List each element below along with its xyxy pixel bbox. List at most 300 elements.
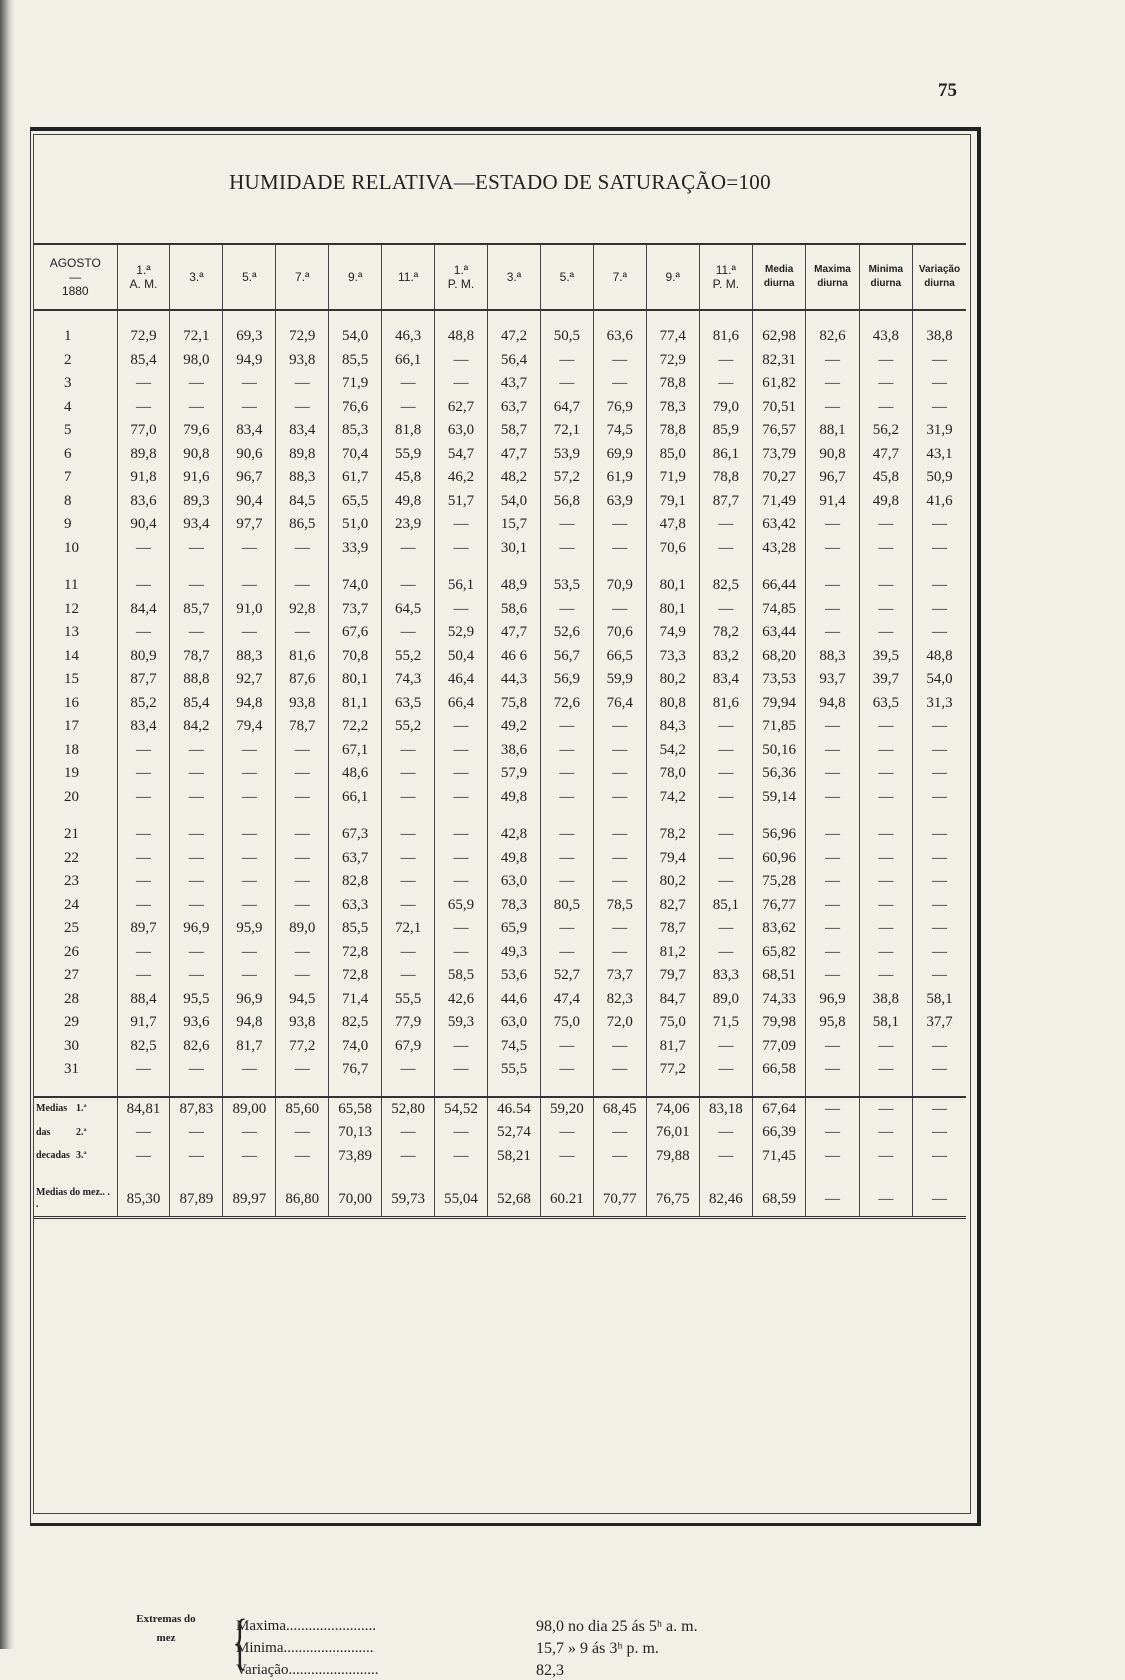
table-cell: 65,58 [329, 1097, 382, 1122]
table-cell: 81,6 [276, 645, 329, 669]
table-cell: 61,7 [329, 466, 382, 490]
table-cell: 47,7 [487, 621, 540, 645]
table-cell: 43,1 [912, 443, 966, 467]
table-cell: 78,3 [646, 396, 699, 420]
day-row [34, 598, 966, 622]
table-cell: — [223, 574, 276, 598]
table-cell: 85,4 [117, 349, 170, 373]
table-cell: — [859, 537, 912, 561]
table-cell: 62,7 [435, 396, 488, 420]
header-col-12: 11.ª P. M. [699, 244, 752, 310]
header-col-8: 3.ª [487, 244, 540, 310]
table-cell: 55,2 [382, 715, 435, 739]
table-cell: 86,1 [699, 443, 752, 467]
table-cell: 72,9 [646, 349, 699, 373]
table-cell: 85,2 [117, 692, 170, 716]
table-cell: — [382, 964, 435, 988]
table-cell: — [912, 537, 966, 561]
table-cell: 93,6 [170, 1011, 223, 1035]
table-cell: 64,5 [382, 598, 435, 622]
table-cell: — [593, 372, 646, 396]
table-cell: 94,8 [223, 692, 276, 716]
table-cell: — [170, 1121, 223, 1145]
day-row [34, 894, 966, 918]
table-cell: 82,7 [646, 894, 699, 918]
table-cell: — [699, 762, 752, 786]
table-cell: — [540, 598, 593, 622]
table-cell: 49,8 [487, 847, 540, 871]
table-cell: 83,18 [699, 1097, 752, 1122]
day-row [34, 372, 966, 396]
table-cell: — [593, 537, 646, 561]
table-cell: — [912, 621, 966, 645]
table-cell: 82,5 [699, 574, 752, 598]
row-label: 17 [64, 718, 79, 735]
table-cell: 81,7 [223, 1035, 276, 1059]
table-cell: — [435, 1035, 488, 1059]
day-row [34, 988, 966, 1012]
table-cell: 66,39 [753, 1121, 806, 1145]
table-cell: 75,0 [540, 1011, 593, 1035]
table-cell: — [276, 574, 329, 598]
table-cell: 58,1 [859, 1011, 912, 1035]
table-cell: 85,5 [329, 917, 382, 941]
table-cell: 63,5 [382, 692, 435, 716]
table-cell: 66,58 [753, 1058, 806, 1082]
table-cell: — [806, 847, 859, 871]
table-cell: — [540, 941, 593, 965]
table-cell: 83,62 [753, 917, 806, 941]
table-cell: 58,6 [487, 598, 540, 622]
table-cell: — [170, 823, 223, 847]
table-cell: 31,9 [912, 419, 966, 443]
table-cell: 80,1 [329, 668, 382, 692]
table-cell: 91,6 [170, 466, 223, 490]
table-cell: 68,20 [753, 645, 806, 669]
day-row [34, 443, 966, 467]
table-cell: 66,4 [435, 692, 488, 716]
row-label: 10 [64, 539, 79, 556]
table-cell: 69,9 [593, 443, 646, 467]
table-cell: 83,4 [117, 715, 170, 739]
table-cell: — [540, 513, 593, 537]
table-cell: 63,0 [487, 1011, 540, 1035]
table-cell: 82,8 [329, 870, 382, 894]
header-col-1: 1.ª A. M. [117, 244, 170, 310]
table-cell: 78,7 [276, 715, 329, 739]
table-cell: — [276, 870, 329, 894]
spacer-row [34, 1168, 966, 1182]
table-cell: 89,00 [223, 1097, 276, 1122]
extreme-minima-label: Minima........................ [236, 1640, 374, 1656]
table-cell: 93,7 [806, 668, 859, 692]
table-cell: — [699, 870, 752, 894]
table-cell: — [382, 762, 435, 786]
table-cell: 71,85 [753, 715, 806, 739]
table-cell: 44,6 [487, 988, 540, 1012]
table-cell: — [699, 823, 752, 847]
table-cell: 93,4 [170, 513, 223, 537]
table-cell: 51,0 [329, 513, 382, 537]
table-cell: — [699, 1058, 752, 1082]
table-cell: 52,74 [487, 1121, 540, 1145]
day-row [34, 715, 966, 739]
table-cell: 39,5 [859, 645, 912, 669]
table-cell: 48,9 [487, 574, 540, 598]
table-cell: 96,7 [806, 466, 859, 490]
table-cell: — [806, 574, 859, 598]
table-cell: 93,8 [276, 1011, 329, 1035]
table-cell: 67,1 [329, 739, 382, 763]
table-cell: — [806, 941, 859, 965]
table-cell: 83,4 [699, 668, 752, 692]
table-cell: — [859, 894, 912, 918]
table-cell: — [382, 1121, 435, 1145]
table-cell: 59,20 [540, 1097, 593, 1122]
table-cell: 96,7 [223, 466, 276, 490]
table-cell: 63,6 [593, 310, 646, 349]
table-cell: 42,6 [435, 988, 488, 1012]
table-cell: 70,9 [593, 574, 646, 598]
table-cell: — [806, 1058, 859, 1082]
table-cell: 50,16 [753, 739, 806, 763]
table-cell: — [223, 537, 276, 561]
table-cell: — [859, 917, 912, 941]
table-cell: — [170, 847, 223, 871]
table-cell: 54,7 [435, 443, 488, 467]
table-cell: 80,2 [646, 870, 699, 894]
table-cell: 85,4 [170, 692, 223, 716]
table-cell: 56,7 [540, 645, 593, 669]
table-cell: 59,9 [593, 668, 646, 692]
table-cell: — [593, 598, 646, 622]
table-cell: — [170, 1145, 223, 1169]
table-cell: 89,8 [117, 443, 170, 467]
table-cell: — [859, 349, 912, 373]
table-cell: 83,3 [699, 964, 752, 988]
table-cell: 65,9 [435, 894, 488, 918]
table-cell: — [435, 870, 488, 894]
table-cell: — [435, 941, 488, 965]
table-cell: — [223, 739, 276, 763]
day-row [34, 1058, 966, 1082]
table-cell: — [593, 786, 646, 810]
table-cell: — [276, 823, 329, 847]
table-cell: 72,9 [117, 310, 170, 349]
table-cell: 85,9 [699, 419, 752, 443]
table-body [34, 310, 966, 1218]
table-cell: — [540, 537, 593, 561]
table-cell: 88,3 [806, 645, 859, 669]
table-cell: — [912, 917, 966, 941]
table-cell: 86,80 [276, 1182, 329, 1218]
table-cell: 74,2 [646, 786, 699, 810]
table-cell: 90,6 [223, 443, 276, 467]
table-cell: 98,0 [170, 349, 223, 373]
table-cell: 82,46 [699, 1182, 752, 1218]
table-cell: — [806, 739, 859, 763]
table-cell: — [912, 1182, 966, 1218]
table-cell: — [117, 762, 170, 786]
table-cell: 79,94 [753, 692, 806, 716]
page-title: HUMIDADE RELATIVA—ESTADO DE SATURAÇÃO=100 [229, 170, 771, 194]
table-cell: 62,98 [753, 310, 806, 349]
table-cell: — [435, 598, 488, 622]
day-row [34, 786, 966, 810]
table-cell: 55,5 [382, 988, 435, 1012]
row-label: 5 [64, 422, 72, 439]
table-cell: 71,45 [753, 1145, 806, 1169]
table-cell: 73,7 [593, 964, 646, 988]
table-cell: — [276, 1058, 329, 1082]
table-cell: — [382, 786, 435, 810]
table-cell: 77,2 [646, 1058, 699, 1082]
table-cell: 63,42 [753, 513, 806, 537]
table-cell: 31,3 [912, 692, 966, 716]
table-cell: — [170, 1058, 223, 1082]
table-cell: 75,28 [753, 870, 806, 894]
table-cell: 50,4 [435, 645, 488, 669]
table-cell: — [806, 870, 859, 894]
table-cell: 47,7 [487, 443, 540, 467]
table-cell: — [276, 847, 329, 871]
row-label: 31 [64, 1061, 79, 1078]
table-cell: — [806, 786, 859, 810]
table-cell: 91,8 [117, 466, 170, 490]
day-row [34, 490, 966, 514]
table-cell: 78,2 [699, 621, 752, 645]
table-cell: 56,1 [435, 574, 488, 598]
table-cell: — [223, 762, 276, 786]
table-cell: 68,59 [753, 1182, 806, 1218]
table-cell: 87,83 [170, 1097, 223, 1122]
table-cell: 74,9 [646, 621, 699, 645]
table-cell: 72,1 [170, 310, 223, 349]
table-cell: 49,8 [382, 490, 435, 514]
day-row [34, 419, 966, 443]
table-cell: — [912, 941, 966, 965]
table-cell: — [699, 847, 752, 871]
table-cell: — [593, 1058, 646, 1082]
table-cell: 89,8 [276, 443, 329, 467]
table-cell: — [435, 537, 488, 561]
table-cell: 57,9 [487, 762, 540, 786]
day-row [34, 847, 966, 871]
table-cell: — [806, 917, 859, 941]
table-cell: — [593, 1035, 646, 1059]
table-cell: — [699, 941, 752, 965]
table-cell: 72,1 [540, 419, 593, 443]
table-cell: — [912, 1097, 966, 1122]
row-label: 9 [64, 516, 72, 533]
table-cell: — [593, 739, 646, 763]
table-cell: 43,7 [487, 372, 540, 396]
table-cell: — [435, 1145, 488, 1169]
table-cell: 63,0 [487, 870, 540, 894]
table-cell: 46.54 [487, 1097, 540, 1122]
table-cell: 82,31 [753, 349, 806, 373]
table-cell: 90,8 [170, 443, 223, 467]
extreme-variação-value: 82,3 [536, 1662, 564, 1679]
table-cell: 85,5 [329, 349, 382, 373]
table-cell: — [540, 917, 593, 941]
table-cell: 71,5 [699, 1011, 752, 1035]
table-cell: 74,0 [329, 574, 382, 598]
table-cell: 65,5 [329, 490, 382, 514]
table-cell: — [276, 537, 329, 561]
table-cell: 68,45 [593, 1097, 646, 1122]
table-cell: 79,0 [699, 396, 752, 420]
table-cell: 47,4 [540, 988, 593, 1012]
table-cell: — [170, 786, 223, 810]
table-cell: — [435, 349, 488, 373]
table-cell: 80,9 [117, 645, 170, 669]
table-cell: 83,4 [276, 419, 329, 443]
day-row [34, 823, 966, 847]
table-cell: 65,82 [753, 941, 806, 965]
table-cell: — [699, 739, 752, 763]
table-cell: 50,5 [540, 310, 593, 349]
table-cell: 70,77 [593, 1182, 646, 1218]
monthly-row [34, 1182, 966, 1218]
table-cell: 83,4 [223, 419, 276, 443]
table-cell: — [223, 396, 276, 420]
table-cell: 96,9 [170, 917, 223, 941]
table-cell: — [223, 870, 276, 894]
table-cell: 94,9 [223, 349, 276, 373]
table-cell: — [382, 1145, 435, 1169]
table-cell: — [806, 1121, 859, 1145]
table-cell: — [223, 786, 276, 810]
table-cell: 56,4 [487, 349, 540, 373]
table-cell: 56,96 [753, 823, 806, 847]
row-label: 19 [64, 765, 79, 782]
table-cell: — [435, 513, 488, 537]
table-cell: — [859, 1058, 912, 1082]
table-cell: — [806, 1035, 859, 1059]
table-cell: 72,6 [540, 692, 593, 716]
table-cell: — [806, 1145, 859, 1169]
table-cell: — [276, 372, 329, 396]
table-cell: — [540, 847, 593, 871]
table-cell: 85,0 [646, 443, 699, 467]
table-cell: 47,7 [859, 443, 912, 467]
table-cell: — [912, 1035, 966, 1059]
row-label: 2 [64, 351, 72, 368]
table-cell: — [117, 870, 170, 894]
table-cell: 39,7 [859, 668, 912, 692]
table-cell: 58,21 [487, 1145, 540, 1169]
table-cell: 49,2 [487, 715, 540, 739]
table-cell: 67,9 [382, 1035, 435, 1059]
table-cell: — [859, 870, 912, 894]
row-label: decadas 3.ª [36, 1150, 87, 1162]
table-cell: 81,7 [646, 1035, 699, 1059]
table-cell: 88,3 [223, 645, 276, 669]
table-cell: 85,3 [329, 419, 382, 443]
table-cell: 77,2 [276, 1035, 329, 1059]
table-cell: — [806, 349, 859, 373]
table-cell: — [912, 762, 966, 786]
table-cell: 89,3 [170, 490, 223, 514]
spacer-row [34, 560, 966, 574]
table-cell: — [806, 964, 859, 988]
table-cell: 89,0 [276, 917, 329, 941]
table-cell: 30,1 [487, 537, 540, 561]
table-cell: 52,6 [540, 621, 593, 645]
table-cell: — [859, 941, 912, 965]
row-label: 12 [64, 600, 79, 617]
table-cell: — [223, 941, 276, 965]
spacer-row [34, 1082, 966, 1097]
table-cell: — [859, 513, 912, 537]
table-cell: 91,0 [223, 598, 276, 622]
table-cell: 74,5 [593, 419, 646, 443]
table-cell: 93,8 [276, 692, 329, 716]
table-cell: 85,60 [276, 1097, 329, 1122]
table-cell: 50,9 [912, 466, 966, 490]
extremes-brace: { [232, 1608, 248, 1676]
table-cell: 70,4 [329, 443, 382, 467]
table-cell: 85,1 [699, 894, 752, 918]
day-row [34, 917, 966, 941]
table-cell: 92,8 [276, 598, 329, 622]
table-cell: — [170, 941, 223, 965]
row-label: 26 [64, 943, 79, 960]
table-cell: 76,9 [593, 396, 646, 420]
table-cell: — [117, 396, 170, 420]
table-cell: 95,9 [223, 917, 276, 941]
table-cell: 56,2 [859, 419, 912, 443]
table-cell: — [382, 941, 435, 965]
day-row [34, 762, 966, 786]
table-cell: 23,9 [382, 513, 435, 537]
table-cell: — [912, 598, 966, 622]
table-cell: 90,4 [223, 490, 276, 514]
table-cell: 38,8 [859, 988, 912, 1012]
table-cell: — [593, 1121, 646, 1145]
table-cell: — [699, 786, 752, 810]
table-cell: — [540, 715, 593, 739]
table-cell: — [859, 1097, 912, 1122]
table-cell: — [170, 621, 223, 645]
table-cell: 72,9 [276, 310, 329, 349]
table-cell: 79,7 [646, 964, 699, 988]
table-cell: 54,2 [646, 739, 699, 763]
table-cell: 58,1 [912, 988, 966, 1012]
row-label: 14 [64, 647, 79, 664]
row-label: 7 [64, 469, 72, 486]
decade-row [34, 1145, 966, 1169]
table-cell: 90,4 [117, 513, 170, 537]
table-cell: — [117, 1058, 170, 1082]
table-cell: 61,82 [753, 372, 806, 396]
extremes-label: Extremas do mez [136, 1613, 196, 1644]
humidity-table [34, 243, 966, 1219]
header-col-2: 3.ª [170, 244, 223, 310]
table-cell: 93,8 [276, 349, 329, 373]
table-cell: 46,3 [382, 310, 435, 349]
day-row [34, 692, 966, 716]
decade-row [34, 1121, 966, 1145]
table-cell: — [382, 739, 435, 763]
table-cell: 80,1 [646, 598, 699, 622]
table-cell: — [276, 762, 329, 786]
table-cell: 52,80 [382, 1097, 435, 1122]
table-cell: 85,7 [170, 598, 223, 622]
table-cell: — [435, 917, 488, 941]
day-row [34, 310, 966, 349]
